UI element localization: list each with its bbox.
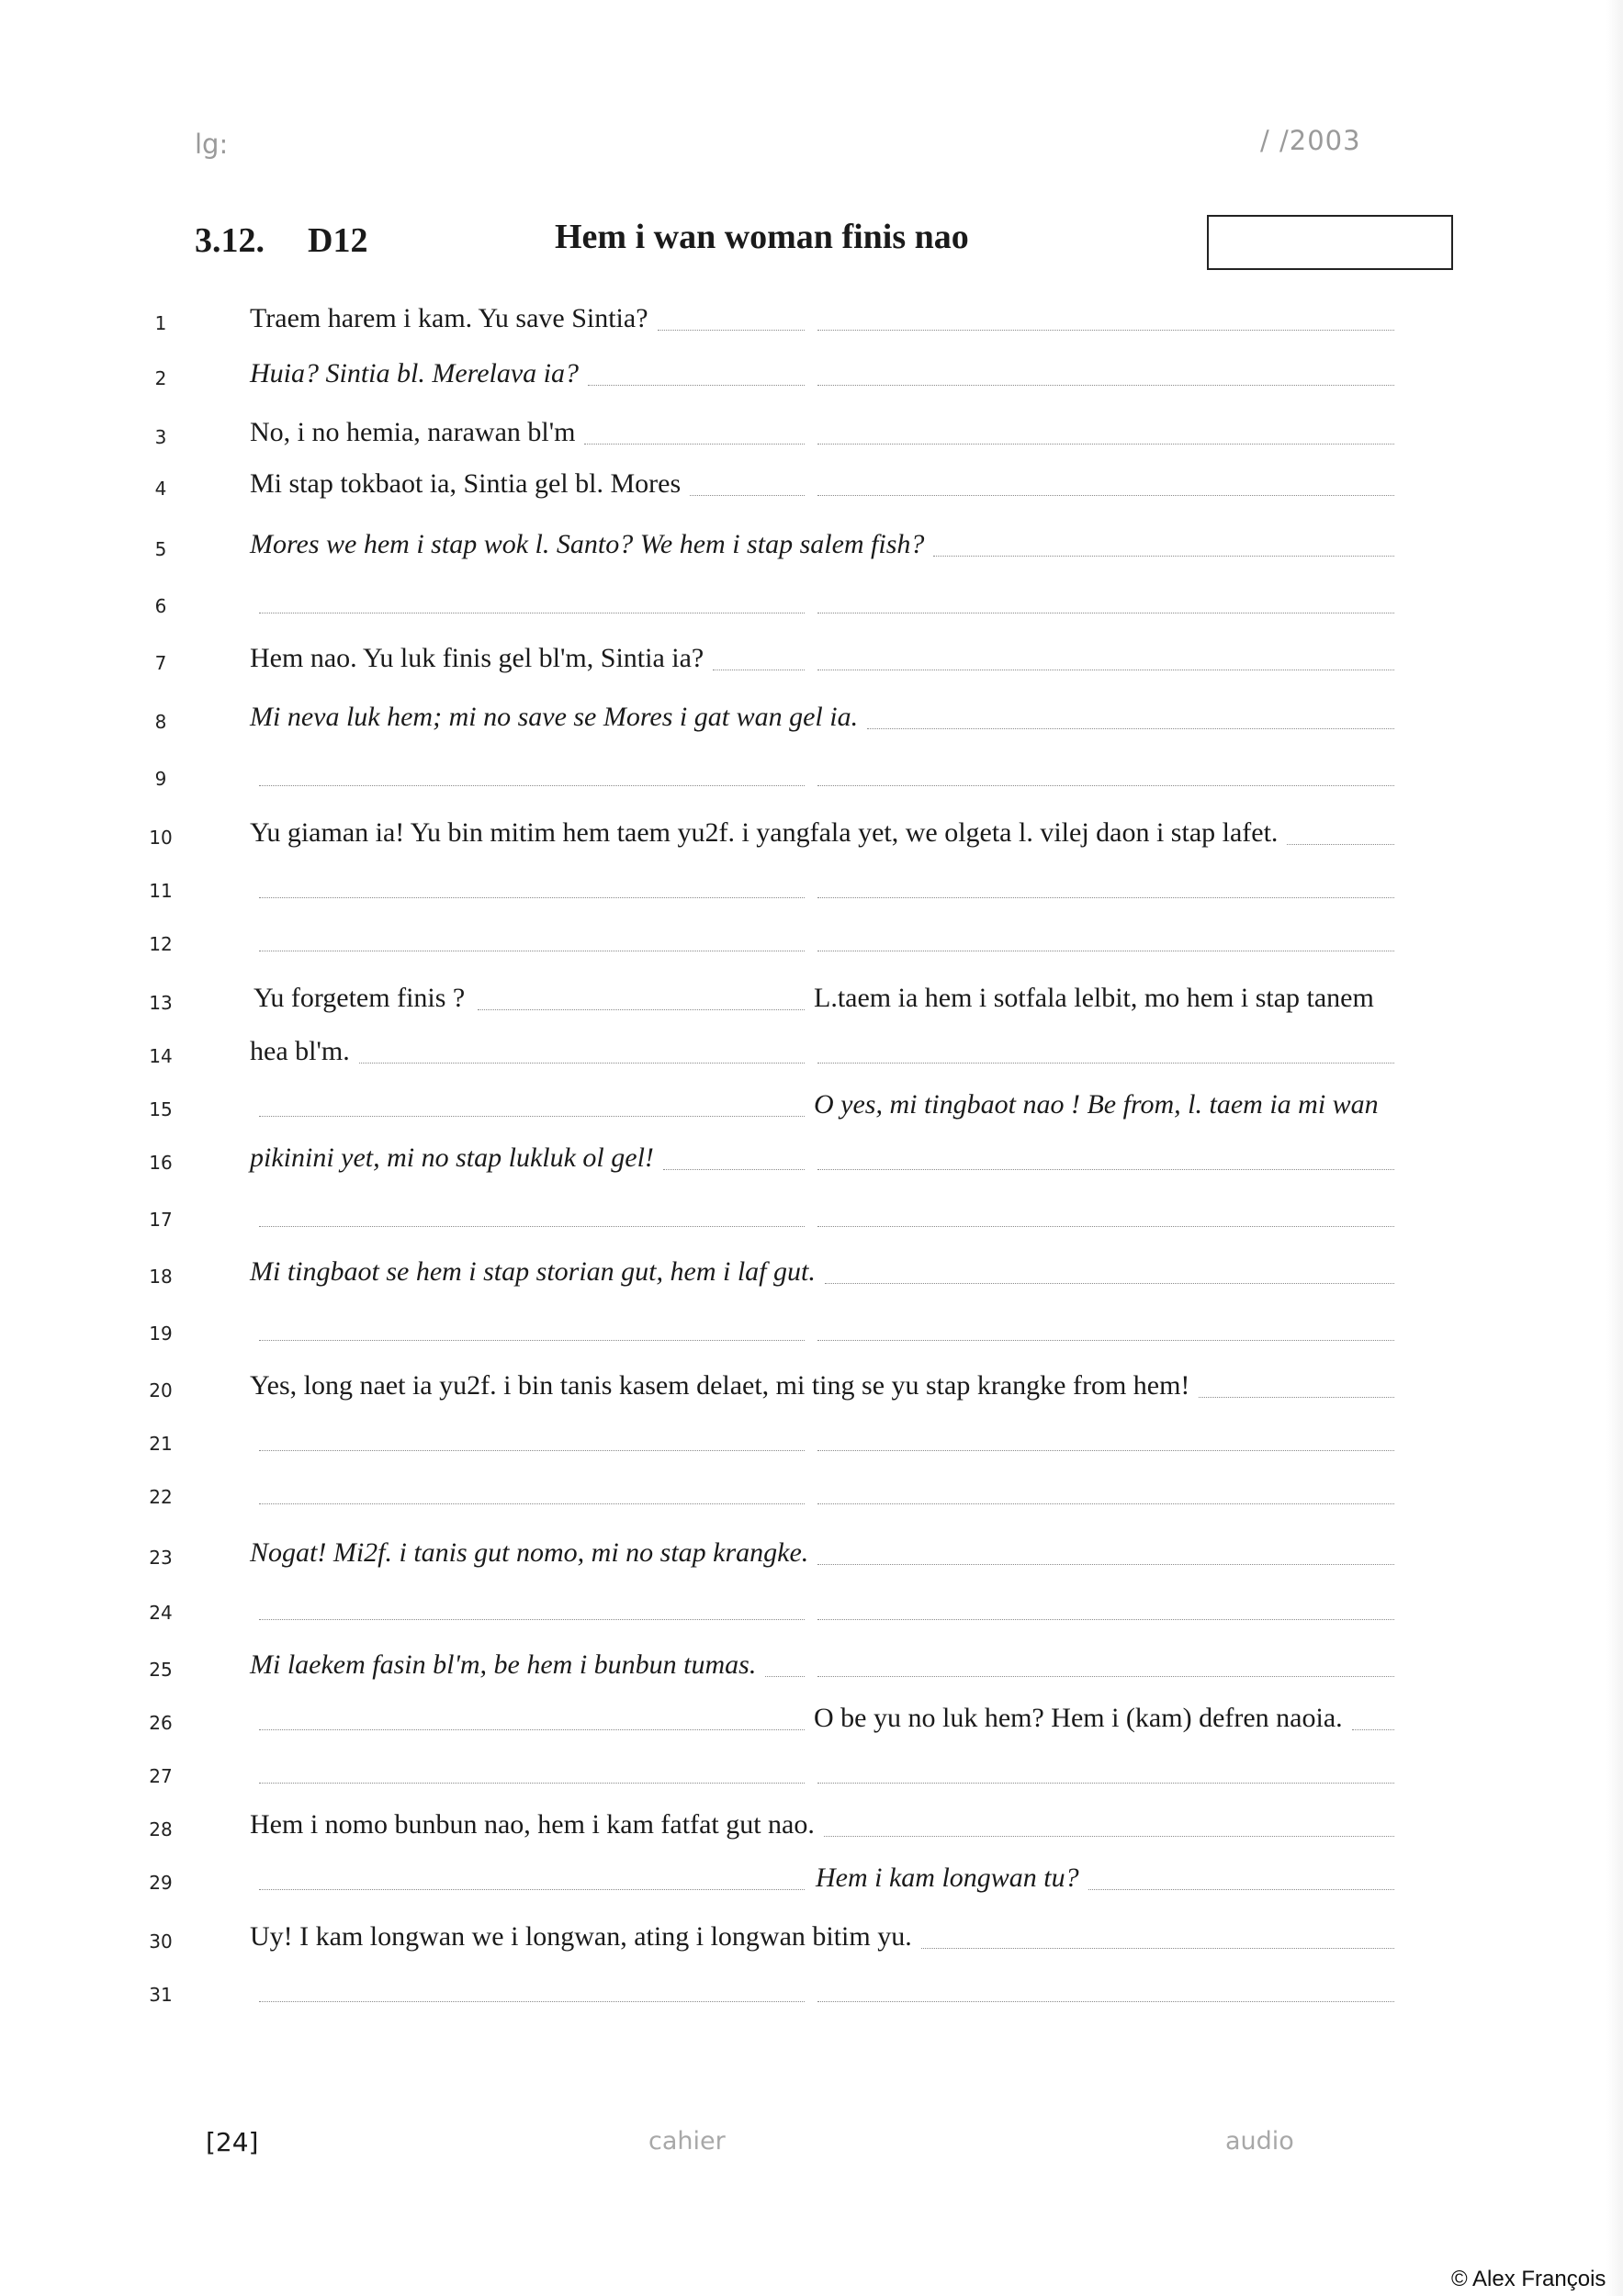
answer-line — [817, 1503, 1394, 1504]
transcript-line — [0, 1699, 1623, 1736]
answer-line — [817, 1619, 1394, 1620]
line-text: O yes, mi tingbaot nao ! Be from, l. taem ia mi wan — [814, 1089, 1379, 1120]
answer-line — [825, 1283, 1394, 1284]
answer-line — [1352, 1729, 1394, 1730]
line-number: 10 — [149, 827, 173, 849]
line-number: 31 — [149, 1984, 173, 2006]
answer-line — [259, 1503, 805, 1504]
answer-line — [259, 1619, 805, 1620]
transcript-line — [0, 1918, 1623, 1954]
line-number: 16 — [149, 1152, 173, 1174]
line-number: 3 — [154, 426, 167, 448]
line-text: Hem nao. Yu luk finis gel bl'm, Sintia ia? — [250, 643, 704, 673]
transcript-line — [0, 639, 1623, 676]
line-number: 21 — [149, 1433, 173, 1455]
line-text: Nogat! Mi2f. i tanis gut nomo, mi no stap krangke. — [250, 1537, 809, 1568]
transcript-line — [0, 920, 1623, 957]
line-number: 17 — [149, 1209, 173, 1231]
transcript-line — [0, 1310, 1623, 1346]
line-number: 28 — [149, 1818, 173, 1840]
line-text: Mi tingbaot se hem i stap storian gut, hem i laf gut. — [250, 1256, 816, 1287]
transcript-line — [0, 1752, 1623, 1789]
line-number: 6 — [154, 595, 167, 617]
line-number: 18 — [149, 1266, 173, 1288]
line-number: 27 — [149, 1765, 173, 1787]
line-number: 23 — [149, 1547, 173, 1569]
answer-line — [817, 897, 1394, 898]
line-text: Hem i kam longwan tu? — [816, 1863, 1079, 1893]
line-number: 25 — [149, 1659, 173, 1681]
answer-line — [259, 1116, 805, 1117]
transcript-line — [0, 979, 1623, 1016]
line-text: Mi stap tokbaot ia, Sintia gel bl. Mores — [250, 468, 682, 499]
answer-line — [658, 330, 805, 331]
answer-line — [259, 897, 805, 898]
answer-line — [817, 1169, 1394, 1170]
line-number: 11 — [149, 880, 173, 902]
language-label: lg: — [195, 129, 229, 160]
line-text: Yu forgetem finis ? — [254, 983, 466, 1013]
line-number: 30 — [149, 1930, 173, 1953]
line-number: 22 — [149, 1486, 173, 1508]
transcript-line — [0, 1806, 1623, 1842]
answer-line — [259, 1226, 805, 1227]
line-text: Mi neva luk hem; mi no save se Mores i gat wan gel ia. — [250, 702, 859, 732]
answer-line — [817, 1783, 1394, 1784]
line-text: Yu giaman ia! Yu bin mitim hem taem yu2f. i yangfala yet, we olgeta l. vilej daon i stap lafet. — [250, 817, 1279, 848]
transcript-line — [0, 1367, 1623, 1403]
transcript-line — [0, 1420, 1623, 1457]
answer-line — [259, 1729, 805, 1730]
copyright-notice: © Alex François — [1451, 2267, 1606, 2291]
transcript-line — [0, 755, 1623, 792]
answer-line — [817, 444, 1394, 445]
transcript-line — [0, 1646, 1623, 1683]
answer-line — [817, 385, 1394, 386]
page-reference: [24] — [206, 2127, 259, 2157]
line-text: Hem i nomo bunbun nao, hem i kam fatfat gut nao. — [250, 1809, 815, 1840]
answer-line — [1287, 844, 1394, 845]
line-number: 19 — [149, 1322, 173, 1345]
answer-line — [817, 1450, 1394, 1451]
line-number: 26 — [149, 1712, 173, 1734]
transcript-line — [0, 465, 1623, 501]
transcript-line — [0, 299, 1623, 336]
line-number: 13 — [149, 992, 173, 1014]
answer-line — [259, 1450, 805, 1451]
answer-line — [921, 1948, 1394, 1949]
line-number: 29 — [149, 1872, 173, 1894]
transcript-line — [0, 413, 1623, 450]
answer-line — [588, 385, 805, 386]
transcript-line — [0, 1589, 1623, 1626]
answer-line — [584, 444, 805, 445]
transcript-line — [0, 1196, 1623, 1232]
line-number: 12 — [149, 933, 173, 955]
transcript-line — [0, 1032, 1623, 1069]
answer-line — [817, 1564, 1394, 1565]
line-text: L.taem ia hem i sotfala lelbit, mo hem i stap tanem — [814, 983, 1374, 1013]
answer-line — [359, 1063, 805, 1064]
line-text: Mi laekem fasin bl'm, be hem i bunbun tumas. — [250, 1649, 757, 1680]
answer-line — [259, 1340, 805, 1341]
transcript-line — [0, 582, 1623, 619]
answer-line — [259, 785, 805, 786]
transcript-line — [0, 1473, 1623, 1510]
answer-line — [478, 1009, 805, 1010]
line-number: 24 — [149, 1602, 173, 1624]
line-number: 14 — [149, 1045, 173, 1067]
line-text: Traem harem i kam. Yu save Sintia? — [250, 303, 648, 333]
line-text: O be yu no luk hem? Hem i (kam) defren naoia. — [814, 1703, 1343, 1733]
line-text: Mores we hem i stap wok l. Santo? We hem i stap salem fish? — [250, 529, 925, 559]
line-number: 15 — [149, 1098, 173, 1120]
line-text: hea bl'm. — [250, 1036, 350, 1066]
line-text: Huia? Sintia bl. Merelava ia? — [250, 358, 580, 388]
line-number: 9 — [154, 768, 167, 790]
answer-line — [1199, 1397, 1394, 1398]
section-number: 3.12. — [195, 221, 265, 260]
audio-label: audio — [1225, 2127, 1294, 2155]
line-number: 8 — [154, 711, 167, 733]
answer-line — [817, 1063, 1394, 1064]
line-text: No, i no hemia, narawan bl'm — [250, 417, 576, 447]
answer-line — [259, 2001, 805, 2002]
line-number: 7 — [154, 652, 167, 674]
line-number: 20 — [149, 1379, 173, 1401]
answer-line — [259, 1783, 805, 1784]
answer-line — [259, 1889, 805, 1890]
answer-line — [765, 1676, 805, 1677]
answer-line — [817, 1676, 1394, 1677]
line-text: pikinini yet, mi no stap lukluk ol gel! — [250, 1142, 654, 1173]
transcript-line — [0, 1971, 1623, 2008]
line-number: 5 — [154, 538, 167, 560]
cahier-label: cahier — [648, 2127, 726, 2155]
answer-line — [663, 1169, 805, 1170]
transcript-line — [0, 1139, 1623, 1176]
transcript-line — [0, 525, 1623, 562]
line-number: 2 — [154, 367, 167, 389]
section-title: Hem i wan woman finis nao — [555, 218, 969, 256]
answer-line — [824, 1836, 1394, 1837]
transcript-line — [0, 814, 1623, 850]
transcript-line — [0, 1859, 1623, 1896]
answer-line — [817, 2001, 1394, 2002]
answer-line — [817, 785, 1394, 786]
answer-line — [933, 556, 1394, 557]
score-box — [1207, 215, 1453, 270]
section-code: D12 — [308, 221, 368, 260]
answer-line — [690, 495, 805, 496]
line-number: 4 — [154, 478, 167, 500]
line-text: Uy! I kam longwan we i longwan, ating i longwan bitim yu. — [250, 1921, 912, 1952]
answer-line — [817, 495, 1394, 496]
transcript-line — [0, 698, 1623, 735]
answer-line — [817, 1226, 1394, 1227]
answer-line — [867, 728, 1394, 729]
date-field: / /2003 — [1260, 125, 1361, 156]
line-text: Yes, long naet ia yu2f. i bin tanis kasem delaet, mi ting se yu stap krangke from hem! — [250, 1370, 1190, 1401]
answer-line — [1088, 1889, 1394, 1890]
answer-line — [817, 1340, 1394, 1341]
transcript-line — [0, 867, 1623, 904]
answer-line — [817, 330, 1394, 331]
transcript-line — [0, 1253, 1623, 1289]
transcript-line — [0, 355, 1623, 391]
transcript-line — [0, 1086, 1623, 1122]
line-number: 1 — [154, 312, 167, 334]
transcript-line — [0, 1534, 1623, 1570]
